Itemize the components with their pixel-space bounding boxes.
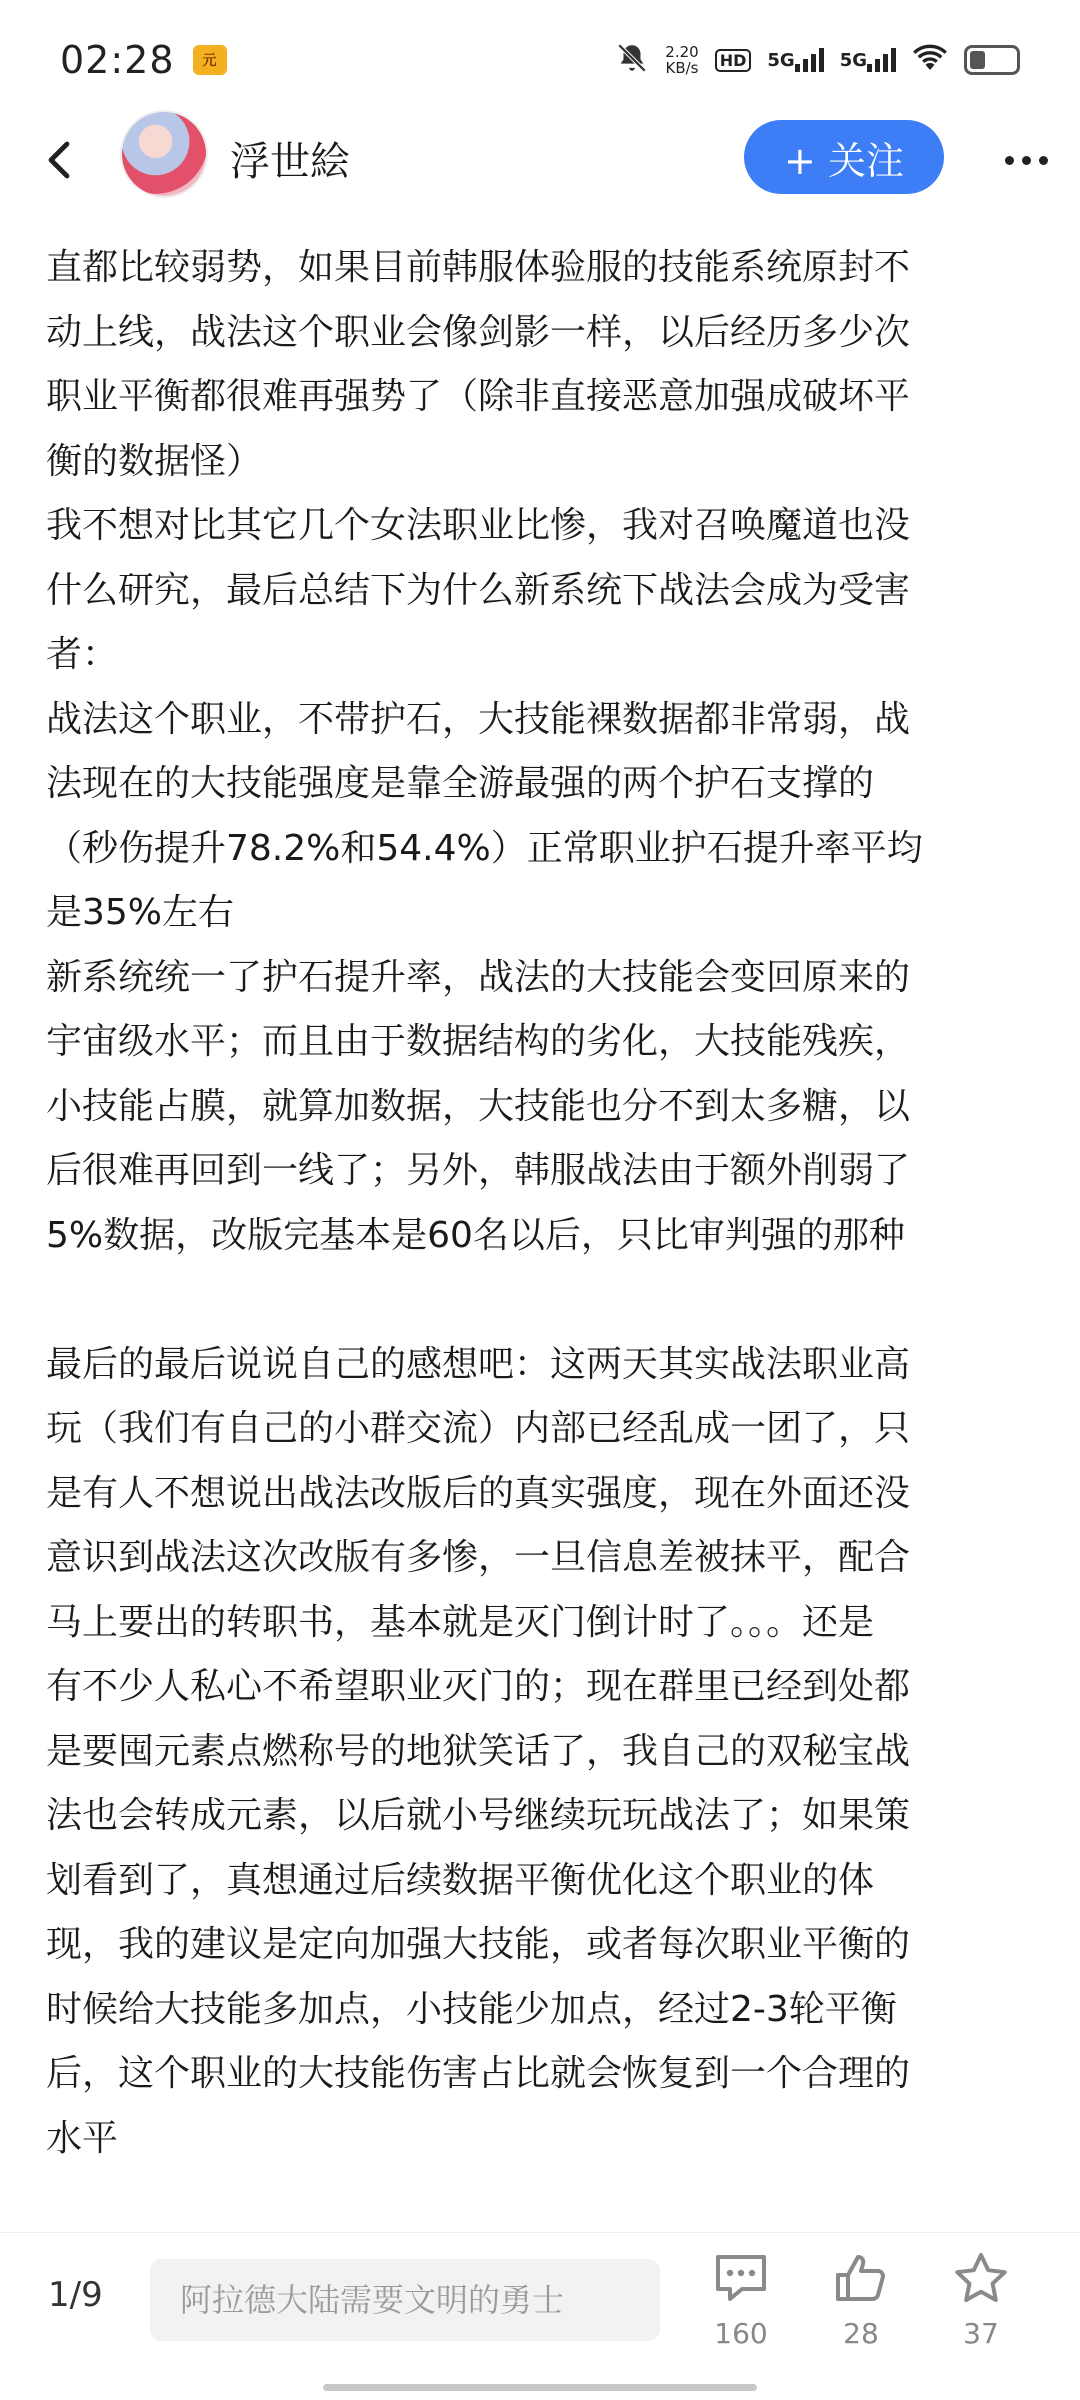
- post-line: 法也会转成元素，以后就小号继续玩玩战法了；如果策: [46, 1795, 911, 1836]
- blank-line: [46, 1268, 1038, 1333]
- post-line: 我不想对比其它几个女法职业比惨，我对召唤魔道也没: [46, 505, 911, 546]
- post-line: 新系统统一了护石提升率，战法的大技能会变回原来的: [46, 956, 911, 998]
- comments-count: 160: [714, 2317, 768, 2350]
- favorite-button[interactable]: [936, 2251, 1026, 2381]
- avatar[interactable]: [120, 110, 208, 198]
- post-line: 意识到战法这次改版有多惨，一旦信息差被抹平，配合: [46, 1537, 911, 1578]
- status-time: 02:28: [60, 38, 175, 82]
- sim1-label: 5G: [767, 49, 795, 71]
- post-line: 后很难再回到一线了；另外，韩服战法由于额外削弱了: [46, 1150, 911, 1191]
- more-button[interactable]: [996, 130, 1056, 190]
- hd-label: HD: [715, 49, 752, 72]
- comment-input[interactable]: [150, 2259, 660, 2341]
- status-bar: [0, 0, 1080, 120]
- post-line: 动上线，战法这个职业会像剑影一样，以后经历多少次: [46, 311, 911, 353]
- post-line: 是有人不想说出战法改版后的真实强度，现在外面还没: [46, 1472, 911, 1514]
- post-line: 玩（我们有自己的小群交流）内部已经乱成一团了，只: [46, 1408, 911, 1449]
- post-line: 战法这个职业，不带护石，大技能裸数据都非常弱，战: [46, 698, 911, 740]
- network-speed-value: 2.20: [665, 43, 699, 61]
- author-name[interactable]: 浮世絵: [230, 139, 350, 185]
- sim2-label: 5G: [839, 49, 867, 71]
- post-line: 者：: [46, 634, 119, 675]
- post-line: 衡的数据怪）: [46, 440, 263, 482]
- comment-icon: [712, 2251, 770, 2305]
- follow-button[interactable]: + 关注: [744, 120, 944, 194]
- battery-icon: [964, 45, 1020, 75]
- like-button[interactable]: [816, 2251, 906, 2381]
- back-button[interactable]: [30, 128, 90, 192]
- signal-bars-icon: [795, 48, 824, 72]
- sim2-signal: [840, 48, 896, 72]
- post-line: 是要囤元素点燃称号的地狱笑话了，我自己的双秘宝战: [46, 1730, 911, 1772]
- post-line: 什么研究，最后总结下为什么新系统下战法会成为受害: [46, 569, 911, 611]
- post-line: 后，这个职业的大技能伤害占比就会恢复到一个合理的: [46, 2053, 911, 2094]
- favorites-count: 37: [963, 2317, 999, 2350]
- wifi-icon: [912, 43, 948, 77]
- post-line: 法现在的大技能强度是靠全游最强的两个护石支撑的: [46, 763, 875, 804]
- sim1-signal: [767, 48, 823, 72]
- thumbs-up-icon: [832, 2251, 890, 2305]
- home-indicator[interactable]: [323, 2384, 757, 2391]
- post-header: [0, 110, 1080, 210]
- post-line: （秒伤提升78.2%和54.4%）正常职业护石提升率平均: [46, 827, 923, 869]
- post-line: 小技能占膜，就算加数据，大技能也分不到太多糖，以: [46, 1085, 911, 1127]
- comments-button[interactable]: [696, 2251, 786, 2381]
- post-body: [46, 236, 1038, 2171]
- post-line: 直都比较弱势，如果目前韩服体验服的技能系统原封不: [46, 247, 911, 288]
- more-icon-dot: [1022, 156, 1031, 165]
- post-line: 职业平衡都很难再强势了（除非直接恶意加强成破坏平: [46, 376, 911, 417]
- app-notification-badge: 元: [193, 45, 227, 75]
- mute-bell-icon: [615, 41, 649, 79]
- post-line: 5%数据，改版完基本是60名以后，只比审判强的那种: [46, 1214, 905, 1256]
- more-icon-dot: [1039, 156, 1048, 165]
- post-line: 时候给大技能多加点，小技能少加点，经过2-3轮平衡: [46, 1988, 897, 2030]
- hd-indicator: [715, 49, 752, 72]
- page-indicator[interactable]: 1/9: [48, 2275, 103, 2315]
- bottom-action-bar: [0, 2232, 1080, 2400]
- network-speed: [665, 44, 698, 76]
- post-line: 宇宙级水平；而且由于数据结构的劣化，大技能残疾，: [46, 1021, 911, 1062]
- post-line: 最后的最后说说自己的感想吧：这两天其实战法职业高: [46, 1343, 911, 1385]
- back-arrow-icon: [45, 140, 75, 180]
- post-line: 有不少人私心不希望职业灭门的；现在群里已经到处都: [46, 1666, 911, 1707]
- post-line: 是35%左右: [46, 892, 235, 933]
- likes-count: 28: [843, 2317, 879, 2350]
- post-line: 现，我的建议是定向加强大技能，或者每次职业平衡的: [46, 1924, 911, 1965]
- star-icon: [952, 2251, 1010, 2305]
- network-speed-unit: KB/s: [665, 59, 699, 77]
- signal-bars-icon: [867, 48, 896, 72]
- more-icon: [1005, 156, 1014, 165]
- post-line: 水平: [46, 2117, 119, 2159]
- post-line: 划看到了，真想通过后续数据平衡优化这个职业的体: [46, 1859, 875, 1901]
- status-icons: [615, 41, 1020, 79]
- battery-level-fill: [970, 51, 985, 69]
- post-line: 马上要出的转职书，基本就是灭门倒计时了。。。还是: [46, 1601, 875, 1643]
